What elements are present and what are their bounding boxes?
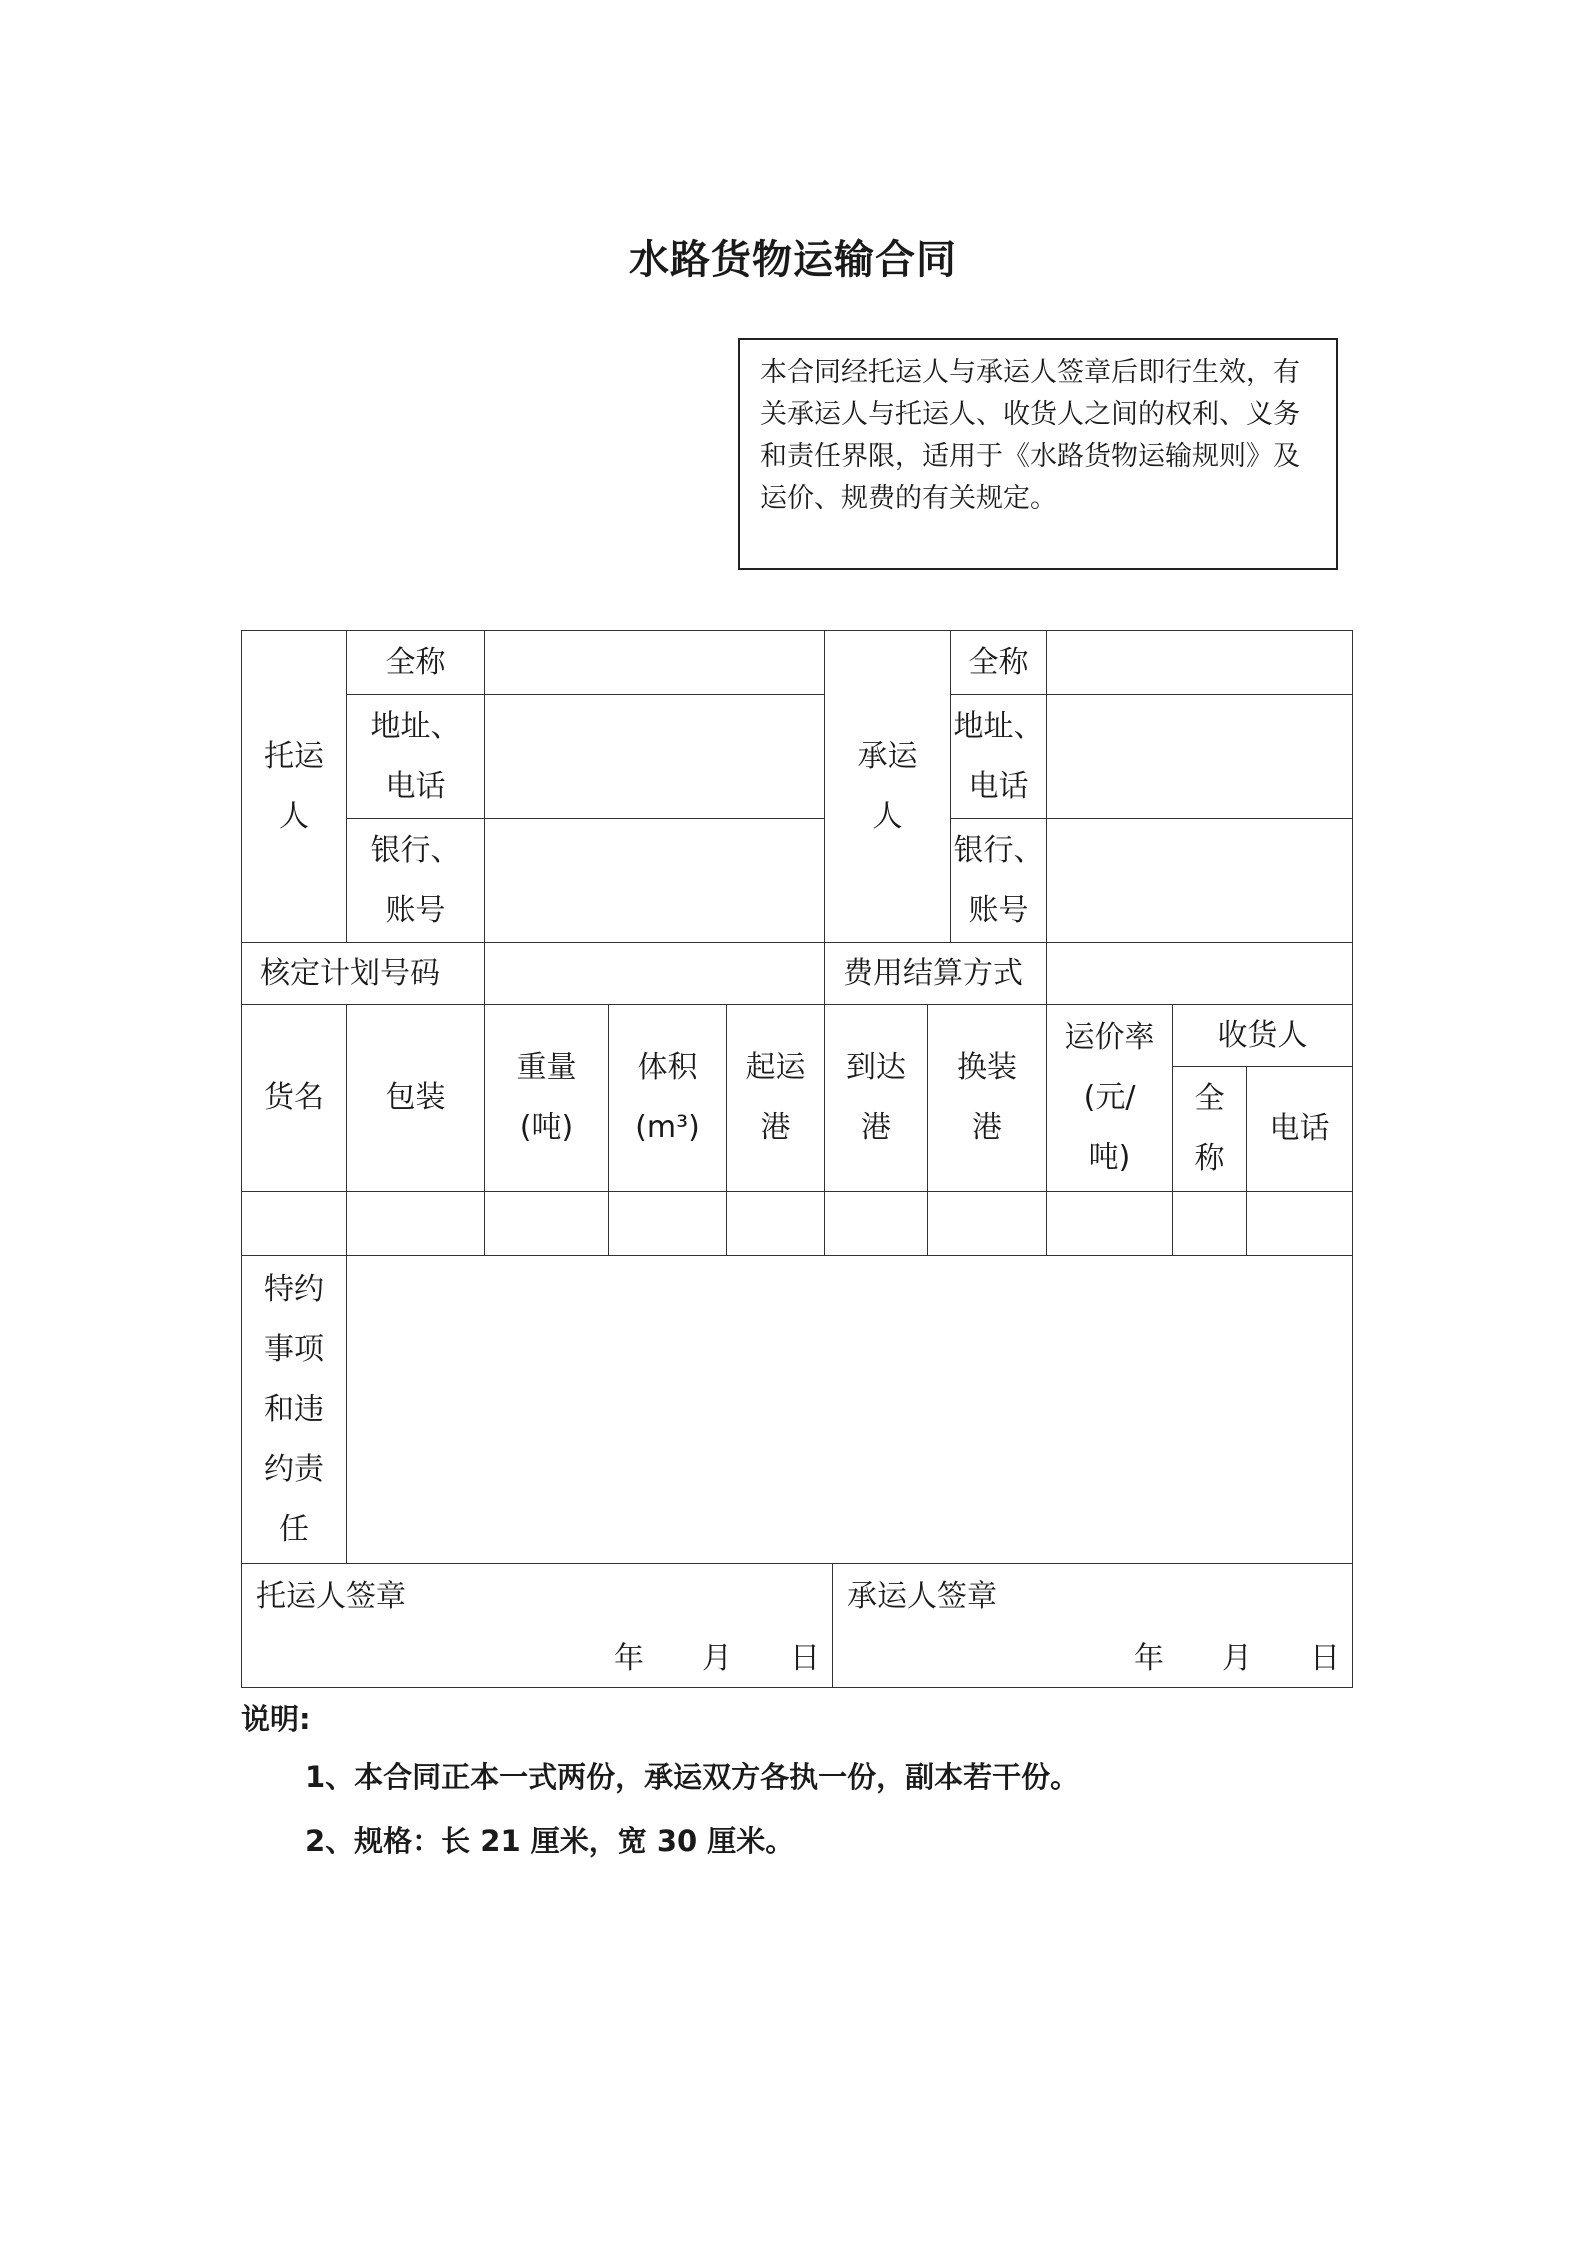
carrier-signature-date: 年 月 日 xyxy=(1134,1640,1341,1676)
notes-item: 2、规格：长 21 厘米，宽 30 厘米。 xyxy=(305,1824,795,1858)
special-terms-field[interactable] xyxy=(347,1256,1353,1564)
origin-port-field[interactable] xyxy=(727,1192,825,1256)
shipper-bank-field[interactable] xyxy=(485,819,825,943)
carrier-fullname-field[interactable] xyxy=(1047,631,1353,695)
special-terms-label: 特约 事项 和违 约责 任 xyxy=(242,1256,347,1564)
transship-port-header: 换装 港 xyxy=(928,1005,1047,1192)
destination-port-header: 到达 港 xyxy=(825,1005,928,1192)
freight-rate-header: 运价率 (元/ 吨) xyxy=(1047,1005,1173,1192)
carrier-bank-field[interactable] xyxy=(1047,819,1353,943)
packing-field[interactable] xyxy=(347,1192,485,1256)
settlement-field[interactable] xyxy=(1047,943,1353,1005)
consignee-header: 收货人 xyxy=(1173,1005,1353,1067)
plan-number-field[interactable] xyxy=(485,943,825,1005)
carrier-address-label: 地址、 电话 xyxy=(951,695,1047,819)
consignee-phone-header: 电话 xyxy=(1247,1067,1353,1192)
consignee-name-field[interactable] xyxy=(1173,1192,1247,1256)
carrier-section-label: 承运 人 xyxy=(825,631,951,943)
volume-header: 体积 (m³) xyxy=(609,1005,727,1192)
shipper-bank-label: 银行、 账号 xyxy=(347,819,485,943)
packing-header: 包装 xyxy=(347,1005,485,1192)
notice-box xyxy=(738,338,1338,570)
notes-heading: 说明: xyxy=(241,1702,311,1736)
goods-data-row xyxy=(242,1192,1353,1256)
notes-item: 1、本合同正本一式两份，承运双方各执一份，副本若干份。 xyxy=(305,1760,1080,1794)
carrier-address-field[interactable] xyxy=(1047,695,1353,819)
shipper-address-field[interactable] xyxy=(485,695,825,819)
goods-name-header: 货名 xyxy=(242,1005,347,1192)
volume-field[interactable] xyxy=(609,1192,727,1256)
consignee-phone-field[interactable] xyxy=(1247,1192,1353,1256)
notice-line: 本合同经托运人与承运人签章后即行生效，有 xyxy=(760,357,1300,388)
shipper-fullname-label: 全称 xyxy=(347,631,485,695)
shipper-signature-label: 托运人签章 xyxy=(256,1578,406,1614)
notes-section xyxy=(241,1695,1079,1871)
weight-header: 重量 (吨) xyxy=(485,1005,609,1192)
transship-port-field[interactable] xyxy=(928,1192,1047,1256)
freight-rate-field[interactable] xyxy=(1047,1192,1173,1256)
weight-field[interactable] xyxy=(485,1192,609,1256)
shipper-address-label: 地址、 电话 xyxy=(347,695,485,819)
notice-line: 运价、规费的有关规定。 xyxy=(760,483,1057,514)
shipper-signature-cell[interactable] xyxy=(242,1564,833,1688)
carrier-signature-label: 承运人签章 xyxy=(847,1578,998,1614)
document-title: 水路货物运输合同 xyxy=(629,237,957,283)
goods-name-field[interactable] xyxy=(242,1192,347,1256)
carrier-signature-cell[interactable] xyxy=(833,1564,1353,1688)
origin-port-header: 起运 港 xyxy=(727,1005,825,1192)
contract-form-table xyxy=(241,630,1353,1688)
notice-line: 关承运人与托运人、收货人之间的权利、义务 xyxy=(760,399,1300,430)
shipper-fullname-field[interactable] xyxy=(485,631,825,695)
notice-line: 和责任界限，适用于《水路货物运输规则》及 xyxy=(760,441,1300,472)
settlement-label: 费用结算方式 xyxy=(825,943,1047,1005)
consignee-name-header: 全 称 xyxy=(1173,1067,1247,1192)
plan-number-label: 核定计划号码 xyxy=(242,943,485,1005)
destination-port-field[interactable] xyxy=(825,1192,928,1256)
shipper-section-label: 托运 人 xyxy=(242,631,347,943)
carrier-fullname-label: 全称 xyxy=(951,631,1047,695)
shipper-signature-date: 年 月 日 xyxy=(614,1640,821,1676)
carrier-bank-label: 银行、 账号 xyxy=(951,819,1047,943)
